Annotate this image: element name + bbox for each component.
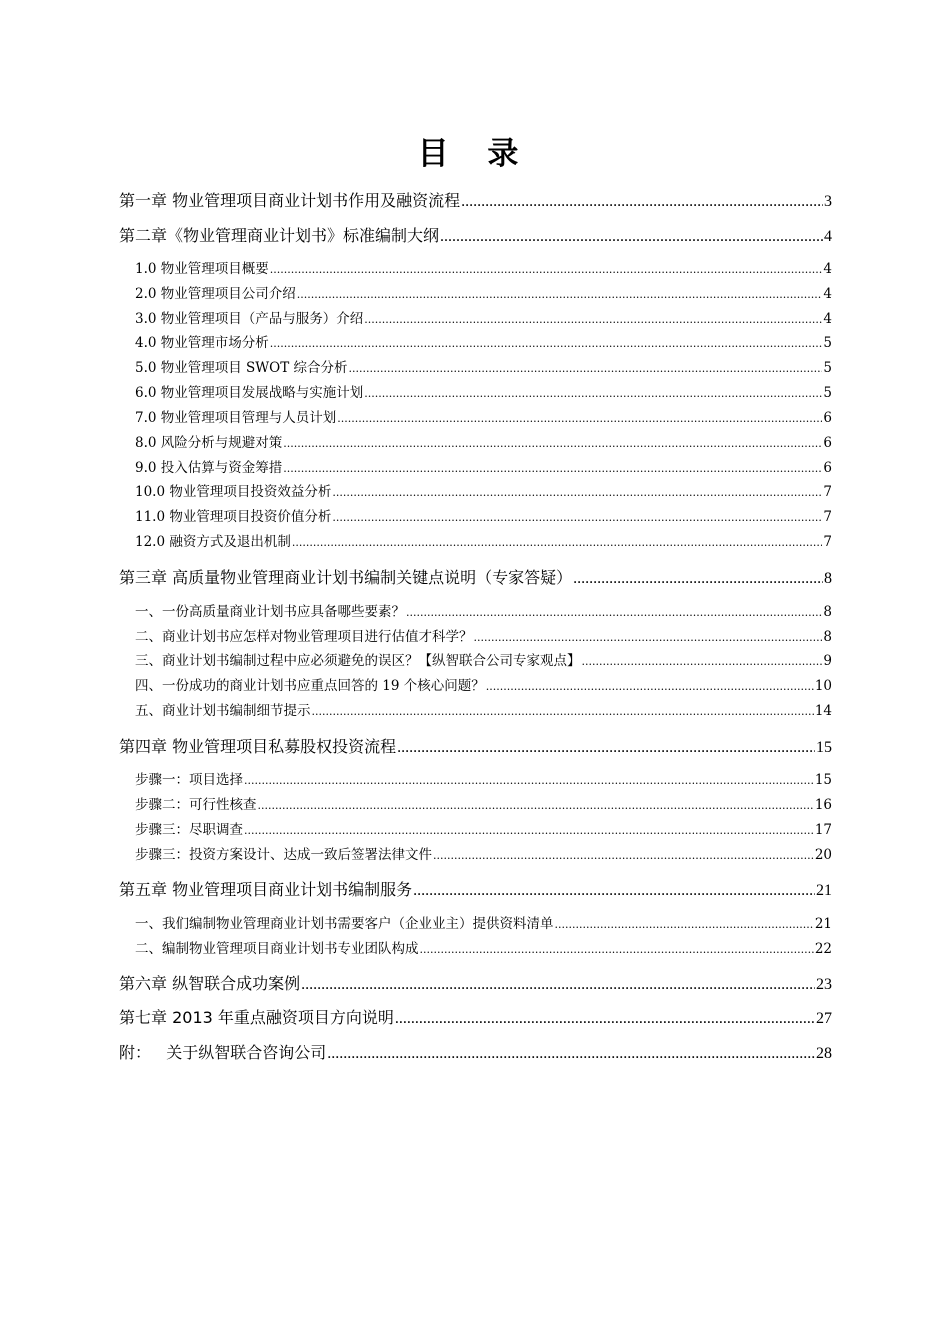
toc-page-number: 21 [814, 916, 832, 932]
dot-leader [461, 190, 823, 213]
toc-chapter-2[interactable] [119, 224, 832, 248]
toc-entry-text: 步骤一：项目选择 [135, 772, 243, 788]
toc-page-number: 17 [814, 822, 832, 838]
toc-section[interactable] [135, 332, 832, 354]
dot-leader [283, 458, 822, 479]
toc-entry-text: 第四章 物业管理项目私募股权投资流程 [119, 737, 397, 756]
dot-leader [433, 845, 814, 866]
toc-entry-text: 步骤二：可行性核查 [135, 797, 257, 813]
dot-leader [440, 225, 823, 248]
dot-leader [327, 1042, 815, 1065]
toc-section[interactable] [135, 283, 832, 305]
dot-leader [573, 567, 823, 590]
dot-leader [395, 1007, 815, 1030]
dot-leader [312, 701, 814, 722]
toc-entry-text: 5.0 物业管理项目 SWOT 综合分析 [135, 360, 348, 376]
toc-chapter-1[interactable] [119, 189, 832, 213]
toc-entry-text: 第六章 纵智联合成功案例 [119, 974, 301, 993]
dot-leader [486, 676, 814, 697]
toc-section[interactable] [135, 531, 832, 553]
toc-page-number: 22 [814, 941, 832, 957]
toc-entry-text: 步骤三：投资方案设计、达成一致后签署法律文件 [135, 847, 432, 863]
dot-leader [332, 507, 822, 528]
toc-page-number: 5 [823, 385, 832, 401]
toc-entry-text: 附： 关于纵智联合咨询公司 [119, 1043, 327, 1062]
dot-leader [364, 383, 822, 404]
toc-entry-text: 7.0 物业管理项目管理与人员计划 [135, 410, 337, 426]
toc-section[interactable] [135, 700, 832, 722]
toc-entry-text: 第一章 物业管理项目商业计划书作用及融资流程 [119, 191, 461, 210]
toc-entry-text: 二、编制物业管理项目商业计划书专业团队构成 [135, 941, 419, 957]
toc-page-number: 28 [816, 1045, 832, 1062]
toc-page-number: 15 [816, 739, 832, 756]
toc-section[interactable] [135, 432, 832, 454]
toc-entry-text: 第三章 高质量物业管理商业计划书编制关键点说明（专家答疑） [119, 568, 573, 587]
toc-page-number: 8 [823, 629, 832, 645]
toc-page-number: 7 [823, 534, 832, 550]
toc-section[interactable] [135, 481, 832, 503]
toc-section[interactable] [135, 357, 832, 379]
dot-leader [244, 770, 814, 791]
toc-page-number: 5 [823, 360, 832, 376]
dot-leader [283, 433, 822, 454]
dot-leader [258, 795, 814, 816]
toc-entry-text: 一、我们编制物业管理商业计划书需要客户（企业业主）提供资料清单 [135, 916, 554, 932]
toc-page-number: 4 [823, 286, 832, 302]
toc-entry-text: 五、商业计划书编制细节提示 [135, 703, 311, 719]
dot-leader [337, 408, 822, 429]
toc-section[interactable] [135, 601, 832, 623]
toc-entry-text: 四、一份成功的商业计划书应重点回答的 19 个核心问题？ [135, 678, 485, 694]
toc-entry-text: 4.0 物业管理市场分析 [135, 335, 269, 351]
toc-entry-text: 二、商业计划书应怎样对物业管理项目进行估值才科学？ [135, 629, 473, 645]
dot-leader [332, 482, 822, 503]
toc-entry-text: 第五章 物业管理项目商业计划书编制服务 [119, 880, 413, 899]
dot-leader [301, 973, 815, 996]
toc-section[interactable] [135, 844, 832, 866]
toc-entry-text: 步骤三：尽职调查 [135, 822, 243, 838]
toc-section[interactable] [135, 506, 832, 528]
toc-section[interactable] [135, 626, 832, 648]
toc-entry-text: 3.0 物业管理项目（产品与服务）介绍 [135, 311, 364, 327]
toc-entry-text: 第七章 2013 年重点融资项目方向说明 [119, 1008, 394, 1027]
toc-page-number: 21 [816, 882, 832, 899]
dot-leader [297, 284, 823, 305]
toc-section[interactable] [135, 457, 832, 479]
dot-leader [420, 939, 814, 960]
toc-page-number: 4 [824, 228, 832, 245]
toc-page-number: 9 [823, 653, 832, 669]
toc-section[interactable] [135, 258, 832, 280]
toc-entry-text: 6.0 物业管理项目发展战略与实施计划 [135, 385, 364, 401]
toc-page-number: 20 [814, 847, 832, 863]
toc-appendix[interactable] [119, 1041, 832, 1065]
dot-leader [292, 532, 823, 553]
toc-chapter-6[interactable] [119, 972, 832, 996]
toc-page-number: 7 [823, 509, 832, 525]
dot-leader [555, 914, 814, 935]
toc-page-number: 27 [816, 1010, 832, 1027]
toc-page-number: 5 [823, 335, 832, 351]
toc-entry-text: 11.0 物业管理项目投资价值分析 [135, 509, 332, 525]
toc-page-number: 4 [823, 261, 832, 277]
toc-page-number: 16 [814, 797, 832, 813]
dot-leader [582, 651, 823, 672]
toc-page-number: 3 [824, 193, 832, 210]
dot-leader [406, 602, 822, 623]
toc-entry-text: 12.0 融资方式及退出机制 [135, 534, 291, 550]
toc-entry-text: 三、商业计划书编制过程中应必须避免的误区？【纵智联合公司专家观点】 [135, 653, 581, 669]
toc-entry-text: 10.0 物业管理项目投资效益分析 [135, 484, 332, 500]
toc-title: 目 录 [417, 136, 533, 172]
dot-leader [270, 259, 823, 280]
toc-entry-text: 一、一份高质量商业计划书应具备哪些要素？ [135, 604, 405, 620]
toc-page-number: 6 [823, 435, 832, 451]
toc-chapter-4[interactable] [119, 735, 832, 759]
toc-section[interactable] [135, 650, 832, 672]
dot-leader [349, 358, 823, 379]
toc-entry-text: 1.0 物业管理项目概要 [135, 261, 269, 277]
toc-page-number: 8 [824, 570, 832, 587]
toc-page-number: 23 [816, 976, 832, 993]
dot-leader [474, 627, 823, 648]
toc-section[interactable] [135, 769, 832, 791]
toc-entry-text: 第二章《物业管理商业计划书》标准编制大纲 [119, 226, 440, 245]
dot-leader [413, 879, 815, 902]
toc-page-number: 15 [814, 772, 832, 788]
toc-section[interactable] [135, 407, 832, 429]
toc-section[interactable] [135, 675, 832, 697]
dot-leader [364, 309, 822, 330]
toc-chapter-3[interactable] [119, 566, 832, 590]
toc-page-number: 6 [823, 460, 832, 476]
toc-page-number: 6 [823, 410, 832, 426]
toc-chapter-7[interactable] [119, 1006, 832, 1030]
toc-section[interactable] [135, 794, 832, 816]
toc-page-number: 14 [814, 703, 832, 719]
toc-entry-text: 8.0 风险分析与规避对策 [135, 435, 283, 451]
toc-entry-text: 9.0 投入估算与资金筹措 [135, 460, 283, 476]
dot-leader [270, 333, 823, 354]
toc-page-number: 8 [823, 604, 832, 620]
toc-entry-text: 2.0 物业管理项目公司介绍 [135, 286, 296, 302]
dot-leader [244, 820, 814, 841]
toc-page-number: 4 [823, 311, 832, 327]
toc-section[interactable] [135, 938, 832, 960]
toc-chapter-5[interactable] [119, 878, 832, 902]
toc-page-number: 10 [814, 678, 832, 694]
toc-section[interactable] [135, 819, 832, 841]
dot-leader [397, 736, 815, 759]
toc-section[interactable] [135, 382, 832, 404]
toc-page-number: 7 [823, 484, 832, 500]
toc-section[interactable] [135, 308, 832, 330]
toc-section[interactable] [135, 913, 832, 935]
